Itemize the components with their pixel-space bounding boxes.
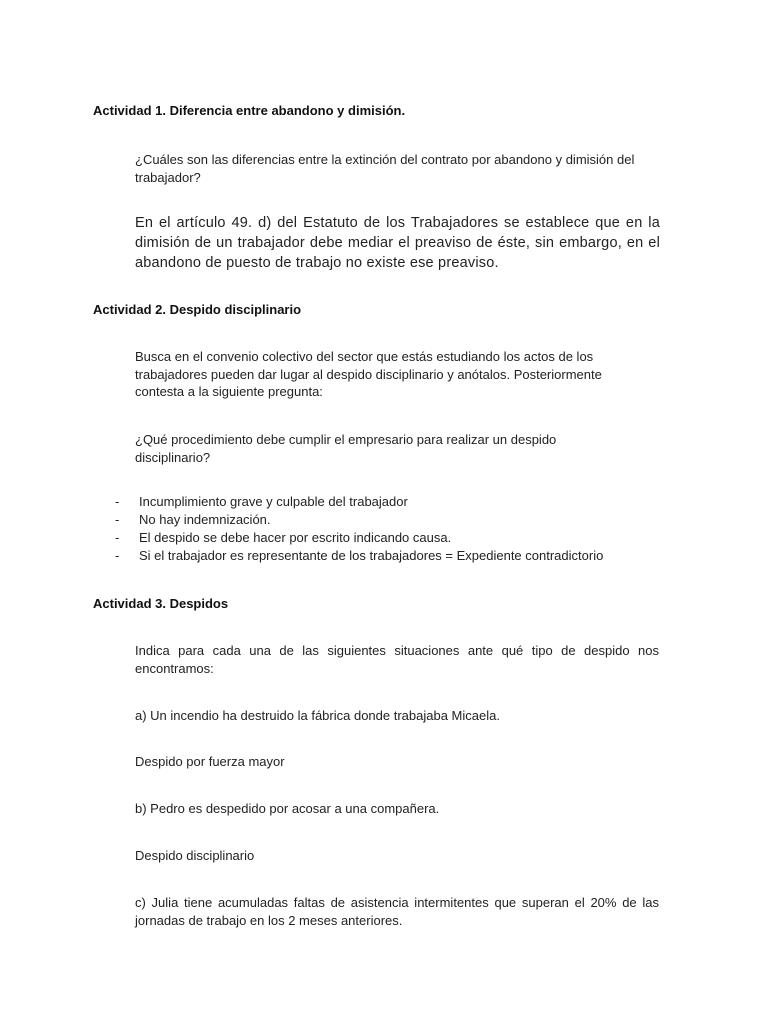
list-item-text: Incumplimiento grave y culpable del trabajador	[139, 494, 408, 509]
list-item	[115, 530, 675, 548]
activity-1-heading: Actividad 1. Diferencia entre abandono y dimisión.	[93, 103, 406, 118]
bullet-marker: -	[115, 512, 120, 527]
list-item	[115, 494, 675, 512]
activity-3-case-c: c) Julia tiene acumuladas faltas de asistencia intermitentes que superan el 20% de las jornadas de trabajo en los 2 meses anteriores.	[135, 895, 659, 928]
list-item	[115, 548, 675, 566]
activity-3-answer-a: Despido por fuerza mayor	[135, 754, 285, 769]
list-item-text: Si el trabajador es representante de los trabajadores = Expediente contradictorio	[139, 548, 604, 563]
list-item-text: El despido se debe hacer por escrito indicando causa.	[139, 530, 452, 545]
activity-2-question: ¿Qué procedimiento debe cumplir el empresario para realizar un despido disciplinario?	[135, 432, 557, 465]
list-item-text: No hay indemnización.	[139, 512, 271, 527]
bullet-marker: -	[115, 494, 120, 509]
activity-3-heading: Actividad 3. Despidos	[93, 596, 229, 611]
activity-2-instructions: Busca en el convenio colectivo del sector que estás estudiando los actos de los trabajadores pueden dar lugar al despido disciplinario y anótalos. Posteriormente contesta a la siguiente pregunta:	[135, 349, 602, 399]
bullet-marker: -	[115, 530, 120, 545]
activity-3-instructions: Indica para cada una de las siguientes situaciones ante qué tipo de despido nos encontramos:	[135, 643, 659, 676]
activity-2-bullet-list	[115, 494, 675, 566]
activity-3-answer-b: Despido disciplinario	[135, 848, 255, 863]
activity-3-case-b: b) Pedro es despedido por acosar a una compañera.	[135, 801, 440, 816]
activity-1-question: ¿Cuáles son las diferencias entre la extinción del contrato por abandono y dimisión del trabajador?	[135, 152, 635, 185]
list-item	[115, 512, 675, 530]
activity-2-heading: Actividad 2. Despido disciplinario	[93, 302, 302, 317]
bullet-marker: -	[115, 548, 120, 563]
activity-3-case-a: a) Un incendio ha destruido la fábrica donde trabajaba Micaela.	[135, 708, 500, 723]
activity-1-answer: En el artículo 49. d) del Estatuto de los Trabajadores se establece que en la dimisión de un trabajador debe mediar el preaviso de éste, sin embargo, en el abandono de puesto de trabajo no existe ese preaviso.	[135, 215, 660, 271]
